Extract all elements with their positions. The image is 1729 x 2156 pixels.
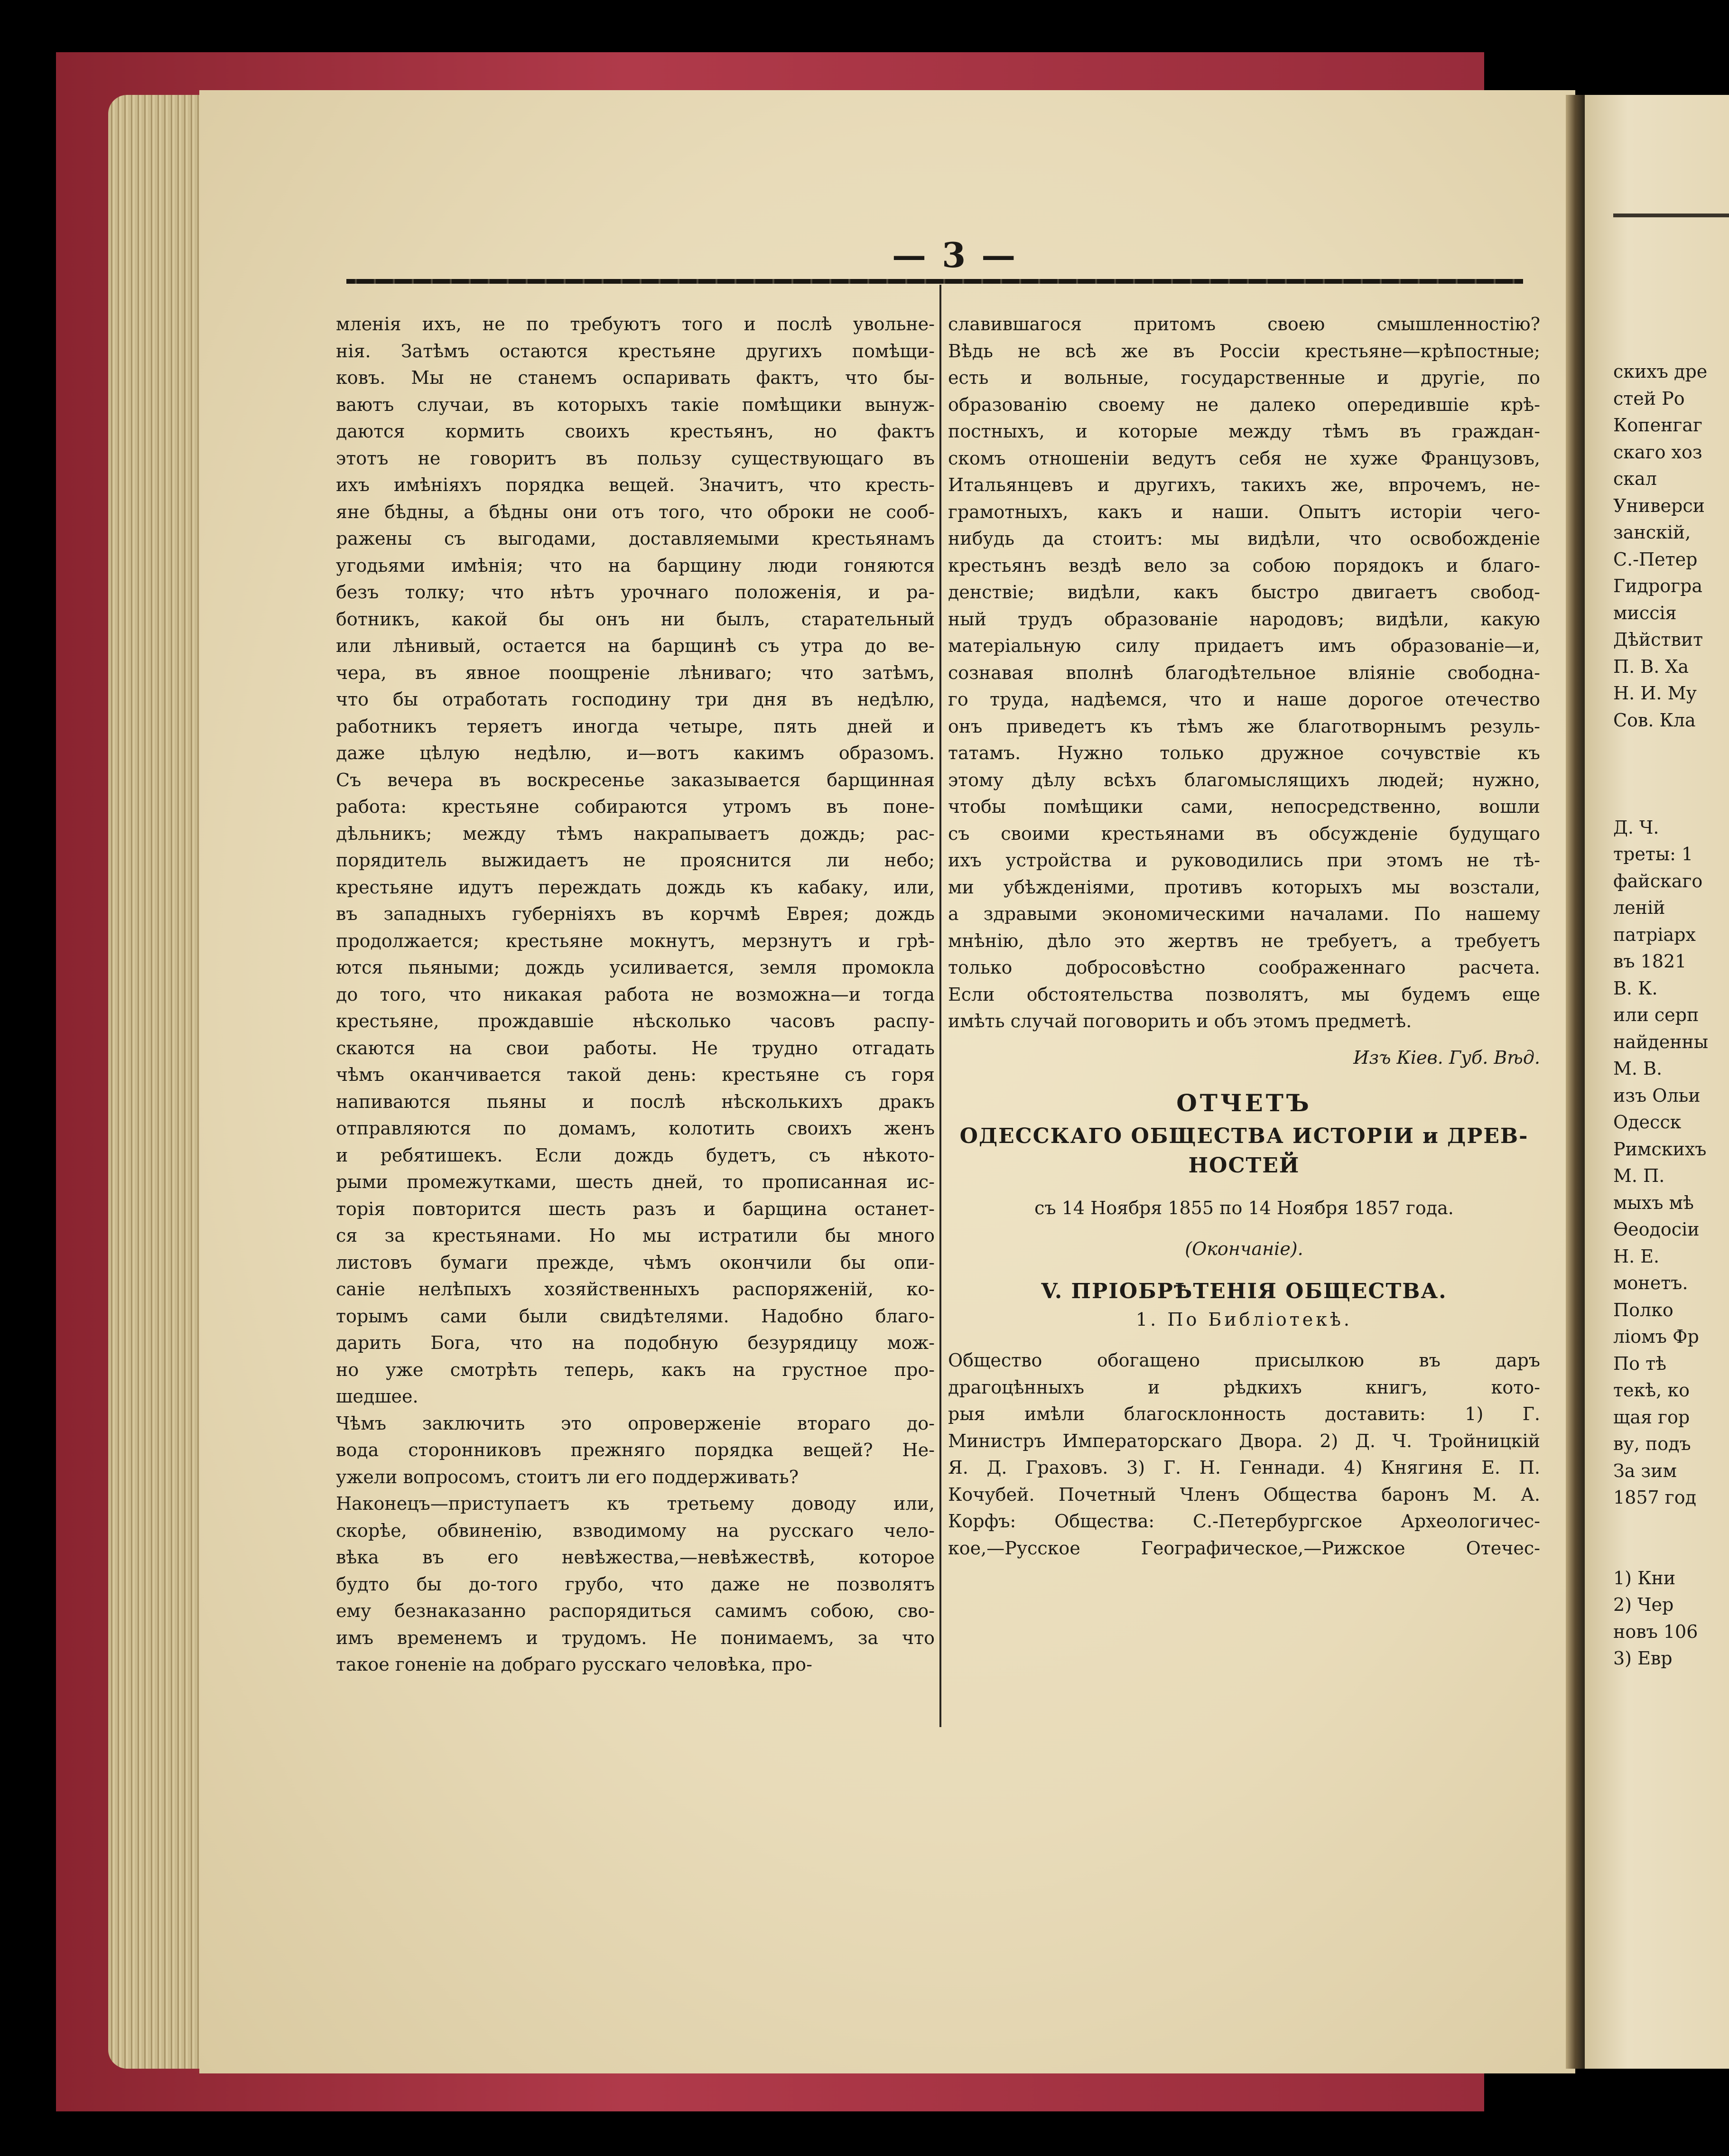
text-line: Я. Д. Граховъ. 3) Г. Н. Геннади. 4) Княгиня Е. П. (948, 1457, 1540, 1478)
text-line: есть и вольные, государственные и другіе, по (948, 367, 1540, 388)
text-line: такое гоненіе на добраго русскаго человѣка, про- (336, 1654, 812, 1675)
text-line: сознавая вполнѣ благодѣтельное вліяніе свободна- (948, 662, 1540, 683)
next-page-rule (1613, 214, 1729, 217)
binding-gutter (1566, 95, 1585, 2069)
next-page-line: изъ Ольи (1613, 1085, 1701, 1106)
text-line: ихъ имѣніяхъ порядка вещей. Значитъ, что кресть- (336, 474, 935, 495)
text-line: ваютъ случаи, въ которыхъ такіе помѣщики вынуж- (336, 394, 935, 415)
next-page-line: Римскихъ (1613, 1138, 1707, 1160)
next-page-line: стей Ро (1613, 388, 1685, 409)
text-line: нія. Затѣмъ остаются крестьяне другихъ помѣщи- (336, 340, 935, 362)
next-page-line: Ѳеодосіи (1613, 1219, 1700, 1240)
text-line: дѣльникъ; между тѣмъ накрапываетъ дождь; рас- (336, 823, 935, 844)
text-line: ми убѣжденіями, противъ которыхъ мы возстали, (948, 876, 1540, 898)
text-line: рыми промежутками, шесть дней, то прописанная ис- (336, 1171, 935, 1192)
next-page-line (1613, 787, 1708, 814)
text-line: постныхъ, и которые между тѣмъ въ граждан- (948, 421, 1540, 442)
text-line: грамотныхъ, какъ и наши. Опытъ исторіи чего- (948, 501, 1540, 522)
next-page-line: М. В. (1613, 1058, 1663, 1079)
text-line: а здравыми экономическими началами. По нашему (948, 903, 1540, 924)
text-line: торымъ сами были свидѣтелями. Надобно благо- (336, 1305, 935, 1327)
next-page-line: Н. И. Му (1613, 683, 1697, 704)
text-line: шедшее. (336, 1386, 418, 1407)
next-page-line: Дѣйствит (1613, 629, 1703, 650)
text-line: Наконецъ—приступаетъ къ третьему доводу или, (336, 1493, 935, 1514)
text-line: славившагося притомъ своею смышленностію? (948, 314, 1540, 335)
spacer (948, 1221, 1540, 1236)
next-page-line (1613, 761, 1708, 788)
text-line: ся за крестьянами. Но мы истратили бы много (336, 1225, 935, 1246)
next-page-line: Универси (1613, 495, 1705, 516)
right-column-text (948, 311, 1540, 1035)
page-number: — 3 — (892, 235, 1018, 275)
next-page (1585, 95, 1729, 2069)
text-line: имѣть случай поговорить и объ этомъ предметѣ. (948, 1011, 1412, 1032)
right-column (948, 311, 1540, 1561)
text-line: скаются на свои работы. Не трудно отгадать (336, 1037, 935, 1059)
text-line: или лѣнивый, остается на барщинѣ съ утра до ве- (336, 635, 935, 656)
next-page-line: патріарх (1613, 924, 1696, 945)
text-line: этотъ не говоритъ въ пользу существующаго въ (336, 447, 935, 469)
spacer (948, 1333, 1540, 1347)
text-line: только добросовѣстно соображеннаго расчета. (948, 957, 1540, 978)
text-line: работникъ теряетъ иногда четыре, пять дней и (336, 716, 935, 737)
next-page-line: 3) Евр (1613, 1648, 1673, 1669)
text-line: напиваются пьяны и послѣ нѣсколькихъ дракъ (336, 1091, 935, 1112)
text-line: ковъ. Мы не станемъ оспаривать фактъ, что бы- (336, 367, 935, 388)
next-page-line: леній (1613, 897, 1665, 918)
next-page-line: найденны (1613, 1031, 1709, 1052)
text-line: Итальянцевъ и другихъ, такихъ же, впрочемъ, не- (948, 474, 1540, 495)
text-line: даются кормить своихъ крестьянъ, но фактъ (336, 421, 935, 442)
text-line: образованію своему не далеко опередившіе крѣ- (948, 394, 1540, 415)
text-line: вѣка въ его невѣжества,—невѣжествѣ, которое (336, 1547, 935, 1568)
text-line: денствіе; видѣли, какъ быстро двигаетъ свобод- (948, 582, 1540, 603)
text-line: Корфъ: Общества: С.-Петербургское Археологичес- (948, 1511, 1540, 1532)
text-line: дарить Бога, что на подобную безурядицу мож- (336, 1332, 935, 1353)
text-line: татамъ. Нужно только дружное сочувствіе къ (948, 743, 1540, 763)
next-page-line: Н. Е. (1613, 1245, 1660, 1267)
text-line: угодьями имѣнія; что на барщину люди гоняются (336, 555, 935, 576)
next-page-text (1613, 358, 1708, 1672)
text-line: саніе нелѣпыхъ хозяйственныхъ распоряженій, ко- (336, 1279, 935, 1300)
text-line: скомъ отношеніи ведутъ себя не хуже Французовъ, (948, 447, 1540, 469)
next-page-line: скал (1613, 468, 1657, 489)
text-line: го труда, надѣемся, что и наше дорогое отечество (948, 689, 1540, 710)
text-line: рыя имѣли благосклонность доставить: 1) Г. (948, 1403, 1540, 1424)
report-paragraph (948, 1347, 1540, 1561)
text-line: чтобы помѣщики сами, непосредственно, вошли (948, 796, 1540, 817)
text-line: что бы отработать господину три дня въ недѣлю, (336, 689, 935, 710)
next-page-line: файскаго (1613, 870, 1703, 892)
text-line: драгоцѣнныхъ и рѣдкихъ книгъ, кото- (948, 1376, 1540, 1398)
next-page-line (1613, 734, 1708, 761)
text-line: Министръ Императорскаго Двора. 2) Д. Ч. Тройницкій (948, 1430, 1540, 1451)
next-page-line: ву, подъ (1613, 1433, 1691, 1454)
next-page-line: скихъ дре (1613, 361, 1708, 382)
next-page-line: М. П. (1613, 1165, 1665, 1186)
next-page-line: Копенгаг (1613, 415, 1702, 436)
next-page-line: 1) Кни (1613, 1567, 1676, 1589)
text-line: кое,—Русское Географическое,—Рижское Отечес- (948, 1537, 1540, 1559)
section-heading: V. ПРІОБРѢТЕНІЯ ОБЩЕСТВА. (1041, 1279, 1447, 1303)
next-page-line: П. В. Ха (1613, 656, 1689, 677)
text-line: яне бѣдны, а бѣдны они отъ того, что оброки не сооб- (336, 501, 935, 522)
text-line: будто бы до-того грубо, что даже не позволятъ (336, 1573, 935, 1595)
text-line: ражены съ выгодами, доставляемыми крестьянамъ (336, 528, 935, 549)
next-page-line: За зим (1613, 1460, 1677, 1481)
text-line: Общество обогащено присылкою въ даръ (948, 1350, 1540, 1371)
next-page-line: текѣ, ко (1613, 1380, 1690, 1401)
next-page-line: Полко (1613, 1299, 1673, 1320)
text-line: ихъ устройства и руководились при этомъ не тѣ- (948, 850, 1540, 871)
next-page-line: Одесск (1613, 1112, 1682, 1133)
text-line: Кочубей. Почетный Членъ Общества баронъ М. А. (948, 1484, 1540, 1505)
column-divider (939, 285, 941, 1727)
text-line: ему безнаказанно распорядиться самимъ собою, сво- (336, 1600, 935, 1621)
text-line: и ребятишекъ. Если дождь будетъ, съ нѣкото- (336, 1144, 935, 1166)
spacer (948, 1180, 1540, 1195)
text-line: ужели вопросомъ, стоитъ ли его поддерживать? (336, 1466, 799, 1487)
text-line: скорѣе, обвиненію, взводимому на русскаго чело- (336, 1520, 935, 1541)
text-line: Съ вечера въ воскресенье заказывается барщинная (336, 769, 935, 790)
text-line: отправляются по домамъ, колотить своихъ женъ (336, 1118, 935, 1139)
next-page-line: въ 1821 (1613, 951, 1687, 972)
text-line: листовъ бумаги прежде, чѣмъ окончили бы опи- (336, 1252, 935, 1273)
text-line: крестьяне, прождавшіе нѣсколько часовъ распу- (336, 1011, 935, 1032)
next-page-line: С.-Петер (1613, 548, 1698, 570)
text-line: продолжается; крестьяне мокнутъ, мерзнутъ и грѣ- (336, 930, 935, 951)
text-line: матеріальную силу придаетъ имъ образованіе—и, (948, 635, 1540, 656)
report-title: ОТЧЕТЪ (1176, 1090, 1312, 1117)
next-page-line: или серп (1613, 1004, 1699, 1025)
text-line: торія повторится шесть разъ и барщина останет- (336, 1198, 935, 1219)
text-line: Если обстоятельства позволятъ, мы будемъ еще (948, 984, 1540, 1005)
text-line: вода сторонниковъ прежняго порядка вещей? Не- (336, 1440, 935, 1460)
text-line: даже цѣлую недѣлю, и—вотъ какимъ образомъ. (336, 743, 935, 763)
left-column (336, 311, 935, 1678)
text-line: мленія ихъ, не по требуютъ того и послѣ увольне- (336, 314, 935, 335)
next-page-line (1613, 1538, 1708, 1565)
next-page-line: По тѣ (1613, 1353, 1667, 1374)
text-line: крестьянъ вездѣ вело за собою порядокъ и благо- (948, 555, 1540, 576)
next-page-line: Д. Ч. (1613, 817, 1659, 838)
next-page-line: треты: 1 (1613, 844, 1693, 864)
report-continuation: (Окончаніе). (1185, 1238, 1303, 1259)
next-page-line: новъ 106 (1613, 1621, 1698, 1642)
text-line: съ своими крестьянами въ обсужденіе будущаго (948, 823, 1540, 844)
next-page-line: занскій, (1613, 522, 1691, 543)
text-line: безъ толку; что нѣтъ урочнаго положенія, и ра- (336, 582, 935, 603)
text-line: имъ временемъ и трудомъ. Не понимаемъ, за что (336, 1627, 935, 1648)
text-line: Вѣдь не всѣ же въ Россіи крестьяне—крѣпостные; (948, 340, 1540, 362)
text-line: крестьяне идутъ переждать дождь къ кабаку, или, (336, 876, 935, 898)
next-page-line: В. К. (1613, 977, 1658, 999)
next-page-line: мыхъ мѣ (1613, 1192, 1694, 1213)
next-page-line (1613, 1511, 1708, 1538)
text-line: нибудь да стоитъ: мы видѣли, что освобожденіе (948, 528, 1540, 549)
text-line: ботникъ, какой бы онъ ни былъ, старательный (336, 608, 935, 630)
text-line: этому дѣлу всѣхъ благомыслящихъ людей; нужно, (948, 769, 1540, 790)
text-line: мнѣнію, дѣло это жертвъ не требуетъ, а требуетъ (948, 930, 1540, 951)
text-line: работа: крестьяне собираются утромъ въ поне- (336, 796, 935, 817)
next-page-line: 1857 год (1613, 1487, 1696, 1508)
next-page-line: монетъ. (1613, 1273, 1688, 1293)
text-line: до того, что никакая работа не возможна—и тогда (336, 984, 935, 1005)
text-line: ный трудъ образованіе народовъ; видѣли, какую (948, 608, 1540, 630)
report-period: съ 14 Ноября 1855 по 14 Ноября 1857 года. (1034, 1197, 1454, 1218)
next-page-line: миссія (1613, 602, 1677, 623)
text-line: порядитель выжидаетъ не прояснится ли небо; (336, 850, 935, 871)
source-line: Изъ Кіев. Губ. Вѣд. (1353, 1047, 1540, 1068)
report-subtitle-1: ОДЕССКАГО ОБЩЕСТВА ИСТОРІИ и ДРЕВ- (959, 1124, 1529, 1148)
text-line: ются пьяными; дождь усиливается, земля промокла (336, 957, 935, 978)
next-page-line: скаго хоз (1613, 441, 1702, 463)
next-page-line: щая гор (1613, 1406, 1690, 1428)
text-line: въ западныхъ губерніяхъ въ корчмѣ Еврея; дождь (336, 903, 935, 924)
spacer (948, 1263, 1540, 1277)
next-page-line: 2) Чер (1613, 1594, 1674, 1615)
next-page-line: ліомъ Фр (1613, 1326, 1699, 1347)
text-line: но уже смотрѣть теперь, какъ на грустное про- (336, 1359, 935, 1380)
text-line: Чѣмъ заключить это опроверженіе втораго до- (336, 1413, 935, 1434)
text-line: онъ приведетъ къ тѣмъ же благотворнымъ резуль- (948, 716, 1540, 737)
text-line: чера, въ явное поощреніе лѣниваго; что затѣмъ, (336, 662, 935, 683)
report-subtitle-2: НОСТЕЙ (1188, 1153, 1300, 1178)
subsection-heading: 1. По Библіотекѣ. (1136, 1309, 1352, 1330)
next-page-line: Гидрогра (1613, 576, 1702, 596)
next-page-line: Сов. Кла (1613, 709, 1696, 731)
text-line: чѣмъ оканчивается такой день: крестьяне съ горя (336, 1064, 935, 1085)
header-rule (346, 279, 1523, 284)
